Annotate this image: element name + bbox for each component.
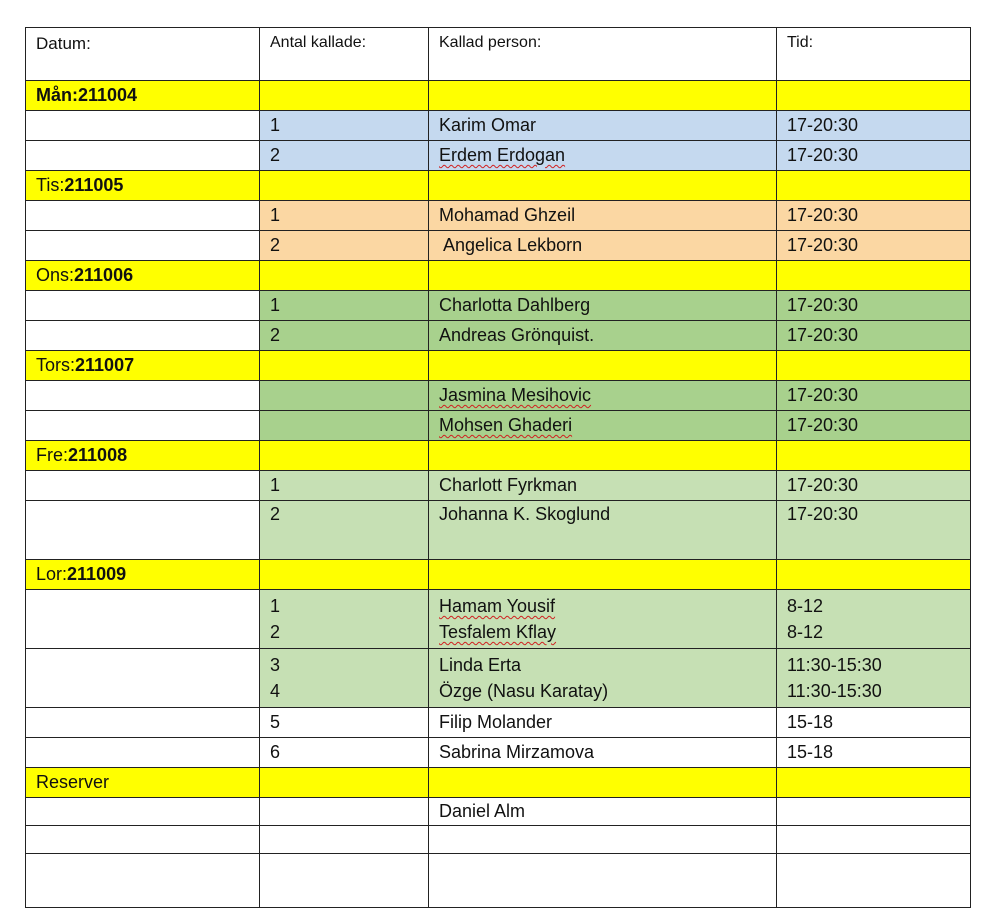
- person-name: Mohsen Ghaderi: [439, 415, 573, 435]
- day-row-reserver: [26, 768, 971, 798]
- row-number: [260, 381, 429, 411]
- table-row: [26, 471, 971, 501]
- day-label: Tors:211007: [26, 351, 260, 381]
- row-number: 1: [260, 291, 429, 321]
- day-row-tors: [26, 351, 971, 381]
- header-datum: Datum:: [26, 28, 260, 81]
- time-cell: 17-20:30: [777, 291, 971, 321]
- table-row: [26, 738, 971, 768]
- time-cell: 11:30-15:30: [787, 655, 882, 675]
- day-label: Tis:211005: [26, 171, 260, 201]
- person-name: Tesfalem Kflay: [439, 622, 557, 642]
- time-cell: 17-20:30: [777, 321, 971, 351]
- day-label: Reserver: [26, 768, 260, 798]
- row-number: 2: [260, 141, 429, 171]
- table-row: [26, 501, 971, 560]
- row-number: 1: [260, 201, 429, 231]
- table-row: [26, 590, 971, 649]
- table-row: [26, 708, 971, 738]
- time-cell: 17-20:30: [777, 231, 971, 261]
- time-cell: 17-20:30: [777, 381, 971, 411]
- time-cell: 15-18: [777, 708, 971, 738]
- day-label: Fre:211008: [26, 441, 260, 471]
- table-row: [26, 411, 971, 441]
- time-cell: 17-20:30: [777, 471, 971, 501]
- person-name: Özge (Nasu Karatay): [439, 681, 609, 701]
- time-cell: 8-12: [787, 596, 824, 616]
- person-name: Linda Erta: [439, 655, 522, 675]
- table-row: [26, 321, 971, 351]
- person-name: Filip Molander: [429, 708, 777, 738]
- time-cell: 8-12: [787, 622, 824, 642]
- row-number: 2: [260, 501, 429, 560]
- day-row-ons: [26, 261, 971, 291]
- row-number: 4: [270, 681, 281, 701]
- table-row: [26, 854, 971, 908]
- day-row-man: [26, 81, 971, 111]
- time-cell: 15-18: [777, 738, 971, 768]
- table-row: [26, 798, 971, 826]
- day-label: Mån:211004: [26, 81, 260, 111]
- table-row: [26, 649, 971, 708]
- day-label: Ons:211006: [26, 261, 260, 291]
- row-number: 2: [260, 231, 429, 261]
- person-name: Mohamad Ghzeil: [439, 205, 576, 225]
- row-number: 2: [260, 321, 429, 351]
- header-person: Kallad person:: [429, 28, 777, 81]
- row-number: 1: [260, 471, 429, 501]
- person-name: Charlott Fyrkman: [439, 475, 578, 495]
- person-name: Charlotta Dahlberg: [429, 291, 777, 321]
- time-cell: 11:30-15:30: [787, 681, 882, 701]
- header-row: [26, 28, 971, 81]
- table-row: [26, 111, 971, 141]
- person-name: Daniel Alm: [429, 798, 777, 826]
- table-row: [26, 381, 971, 411]
- table-row: [26, 826, 971, 854]
- header-tid: Tid:: [777, 28, 971, 81]
- person-name: Jasmina Mesihovic: [439, 385, 592, 405]
- table-row: [26, 291, 971, 321]
- time-cell: 17-20:30: [777, 411, 971, 441]
- time-cell: 17-20:30: [777, 141, 971, 171]
- day-row-tis: [26, 171, 971, 201]
- row-number: 1: [270, 596, 281, 616]
- person-name: Andreas Grönquist.: [439, 325, 595, 345]
- row-number: 6: [260, 738, 429, 768]
- person-name: Angelica Lekborn: [439, 235, 583, 255]
- day-row-fre: [26, 441, 971, 471]
- header-antal: Antal kallade:: [260, 28, 429, 81]
- person-name: Johanna K. Skoglund: [429, 501, 777, 560]
- table-row: [26, 231, 971, 261]
- person-name: Karim Omar: [429, 111, 777, 141]
- time-cell: 17-20:30: [777, 111, 971, 141]
- time-cell: 17-20:30: [777, 501, 971, 560]
- row-number: 2: [270, 622, 281, 642]
- person-name: Sabrina Mirzamova: [439, 742, 595, 762]
- time-cell: 17-20:30: [777, 201, 971, 231]
- table-row: [26, 141, 971, 171]
- row-number: 3: [270, 655, 281, 675]
- person-name: Hamam Yousif: [439, 596, 556, 616]
- table-row: [26, 201, 971, 231]
- row-number: 1: [260, 111, 429, 141]
- schedule-table: [25, 27, 971, 908]
- person-name: Erdem Erdogan: [439, 145, 566, 165]
- day-label: Lor:211009: [26, 560, 260, 590]
- day-row-lor: [26, 560, 971, 590]
- row-number: [260, 411, 429, 441]
- row-number: 5: [260, 708, 429, 738]
